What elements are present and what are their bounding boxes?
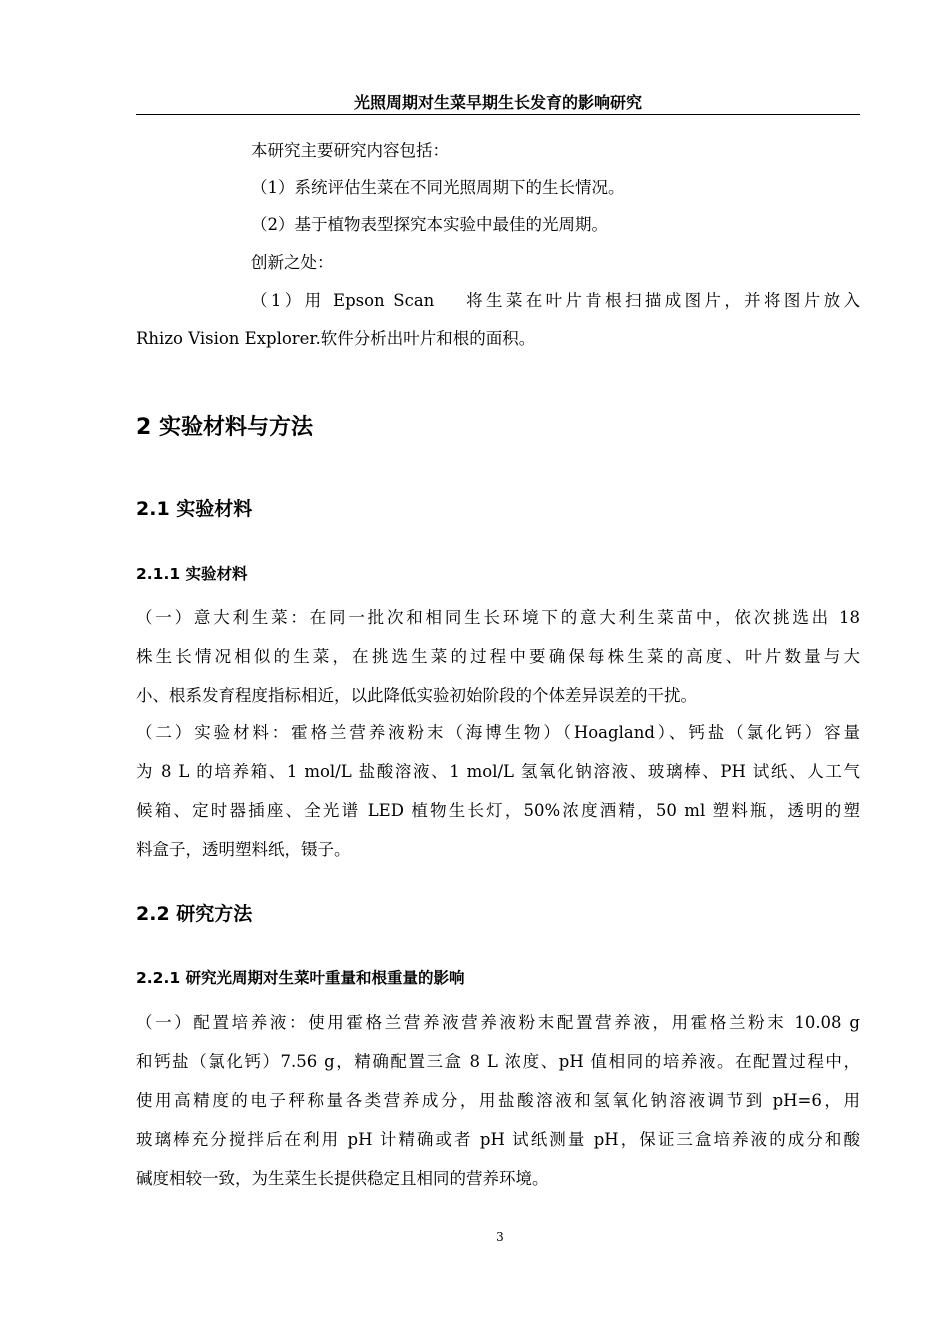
running-title: 光照周期对生菜早期生长发育的影响研究 [353,93,642,112]
header-divider [136,114,860,115]
paragraph-line: （二）实验材料：霍格兰营养液粉末（海博生物）（Hoagland）、钙盐（氯化钙）容量 [136,723,860,742]
intro-line: （2）基于植物表型探究本实验中最佳的光周期。 [251,215,608,234]
intro-line: （1）系统评估生菜在不同光照周期下的生长情况。 [251,178,625,197]
paragraph-line: 和钙盐（氯化钙）7.56 g，精确配置三盒 8 L 浓度、pH 值相同的培养液。在配置过程中， [136,1052,860,1071]
intro-line: （1）用 Epson Scan 将生菜在叶片肯根扫描成图片，并将图片放入 [251,291,860,310]
paragraph-line: 候箱、定时器插座、全光谱 LED 植物生长灯，50%浓度酒精，50 ml 塑料瓶，透明的塑 [136,801,860,820]
paragraph-line: 为 8 L 的培养箱、1 mol/L 盐酸溶液、1 mol/L 氢氧化钠溶液、玻璃棒、PH 试纸、人工气 [136,762,860,781]
paragraph-line: 使用高精度的电子秤称量各类营养成分，用盐酸溶液和氢氧化钠溶液调节到 pH=6，用 [136,1091,860,1110]
intro-line: Rhizo Vision Explorer.软件分析出叶片和根的面积。 [136,329,536,348]
paragraph-line: 小、根系发育程度指标相近，以此降低实验初始阶段的个体差异误差的干扰。 [136,686,697,705]
subsection-heading: 2.2 研究方法 [136,903,253,925]
intro-line: 本研究主要研究内容包括： [251,141,449,160]
intro-line: 创新之处： [251,253,334,272]
paragraph-line: 玻璃棒充分搅拌后在利用 pH 计精确或者 pH 试纸测量 pH，保证三盒培养液的成分和酸 [136,1130,860,1149]
section-heading: 2 实验材料与方法 [136,415,313,440]
subsubsection-heading: 2.1.1 实验材料 [136,565,248,583]
paragraph-line: （一）配置培养液：使用霍格兰营养液营养液粉末配置营养液，用霍格兰粉末 10.08 g [136,1013,860,1032]
paragraph-line: 株生长情况相似的生菜，在挑选生菜的过程中要确保每株生菜的高度、叶片数量与大 [136,647,860,666]
subsubsection-heading: 2.2.1 研究光周期对生菜叶重量和根重量的影响 [136,969,465,987]
paragraph-line: 碱度相较一致，为生菜生长提供稳定且相同的营养环境。 [136,1169,549,1188]
page-number: 3 [496,1230,504,1244]
paragraph-line: 料盒子，透明塑料纸，镊子。 [136,840,351,859]
subsection-heading: 2.1 实验材料 [136,498,253,520]
paragraph-line: （一）意大利生菜：在同一批次和相同生长环境下的意大利生菜苗中，依次挑选出 18 [136,608,860,627]
